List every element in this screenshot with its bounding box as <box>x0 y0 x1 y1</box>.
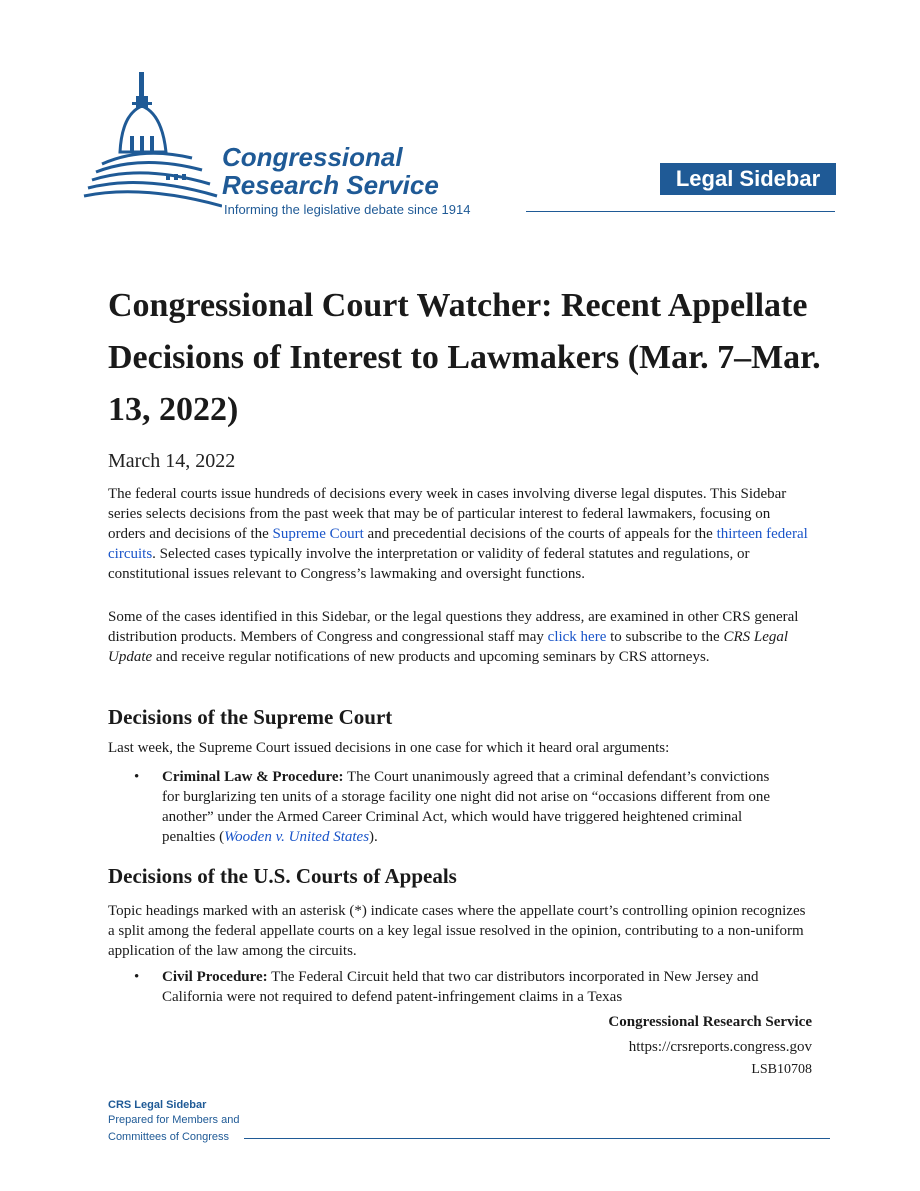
header-divider <box>526 211 835 212</box>
page-title: Congressional Court Watcher: Recent Appellate Decisions of Interest to Lawmakers (Mar. 7–Mar. 13, 2022) <box>108 287 821 428</box>
footer-report-id: LSB10708 <box>751 1062 812 1077</box>
footer-prepared-line2: Committees of Congress <box>108 1131 230 1143</box>
footer-series-title: CRS Legal Sidebar <box>108 1099 207 1111</box>
list-item: • Civil Procedure: The Federal Circuit held that two car distributors incorporated in New Jersey and California were not required to defend patent-infringement claims in a Texas <box>134 969 759 1005</box>
footer-divider <box>244 1138 830 1139</box>
supreme-court-link[interactable]: Supreme Court <box>272 526 364 542</box>
intro-paragraph: The federal courts issue hundreds of decisions every week in cases involving diverse legal disputes. This Sidebar series selects decisions from the past week that may be of particular interest to federal lawmakers, focusing on orders and decisions of the Supreme Court and precedential decisions of the courts of appeals for the thirteen federal circuits. Selected cases typically involve the interpretation or validity of federal statutes and regulations, or constitutional issues relevant to Congress’s lawmaking and oversight functions. <box>108 486 808 582</box>
subscribe-paragraph: Some of the cases identified in this Sidebar, or the legal questions they address, are examined in other CRS general distribution products. Members of Congress and congressional staff may click here to subscribe to the CRS Legal Update and receive regular notifications of new products and upcoming seminars by CRS attorneys. <box>108 609 799 665</box>
footer-url[interactable]: https://crsreports.congress.gov <box>628 1039 812 1055</box>
publication-date: March 14, 2022 <box>108 450 236 472</box>
org-name-line1: Congressional <box>222 142 403 172</box>
bullet-icon: • <box>134 769 140 785</box>
capitol-dome-logo-icon <box>82 66 222 216</box>
section-heading-supreme-court: Decisions of the Supreme Court <box>108 705 393 729</box>
wooden-case-link[interactable]: Wooden v. United States <box>224 829 370 845</box>
appeals-lead: Topic headings marked with an asterisk (*) indicate cases where the appellate court’s controlling opinion recognizes a split among the federal appellate courts on a key legal issue resolved in the opinion, contributing to a non-uniform application of the law among the circuits. <box>108 903 806 959</box>
federal-circuits-link[interactable]: thirteen federal circuits <box>108 526 808 562</box>
footer-org: Congressional Research Service <box>608 1014 812 1030</box>
list-item: • Criminal Law & Procedure: The Court unanimously agreed that a criminal defendant’s convictions for burglarizing ten units of a storage facility one night did not arise on “occasions different from one another” under the Armed Career Criminal Act, which would have triggered heightened criminal penalties (Wooden v. United States). <box>134 769 771 845</box>
click-here-link[interactable]: click here <box>547 629 607 645</box>
org-name-line2: Research Service <box>222 170 439 200</box>
footer-prepared-line1: Prepared for Members and <box>108 1114 240 1126</box>
legal-sidebar-badge: Legal Sidebar <box>660 163 836 195</box>
org-tagline: Informing the legislative debate since 1914 <box>224 202 471 217</box>
bullet-icon: • <box>134 969 140 985</box>
supreme-court-lead: Last week, the Supreme Court issued decisions in one case for which it heard oral arguments: <box>108 740 670 756</box>
section-heading-appeals: Decisions of the U.S. Courts of Appeals <box>108 864 457 888</box>
